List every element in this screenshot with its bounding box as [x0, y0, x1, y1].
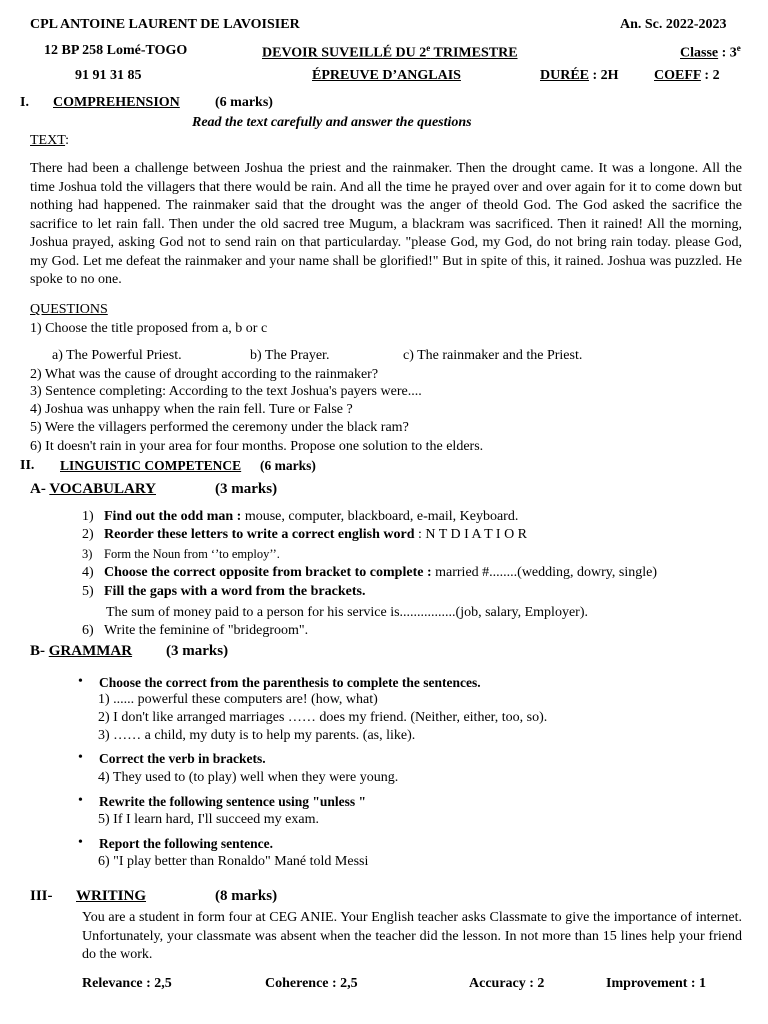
criteria-improvement: Improvement : 1	[606, 976, 707, 991]
bullet-icon: •	[78, 750, 83, 765]
classe-info: Classe : 3e	[680, 43, 741, 61]
vocab-4: Choose the correct opposite from bracket to complete : married #........(wedding, dowry, single)	[104, 565, 657, 580]
vocab-5-number: 5)	[82, 584, 94, 599]
grammar-5: 5) If I learn hard, I'll succeed my exam.	[98, 812, 319, 827]
criteria-coherence: Coherence : 2,5	[265, 976, 358, 991]
grammar-2: 2) I don't like arranged marriages …… does my friend. (Neither, either, too, so).	[98, 710, 548, 725]
coeff-info: COEFF : 2	[654, 68, 720, 83]
question-1: 1) Choose the title proposed from a, b or c	[30, 321, 268, 336]
vocab-5: Fill the gaps with a word from the brackets.	[104, 584, 366, 599]
question-5: 5) Were the villagers performed the ceremony under the black ram?	[30, 420, 409, 435]
vocab-2: Reorder these letters to write a correct english word : N T D I A T I O R	[104, 527, 528, 542]
school-phone: 91 91 31 85	[75, 68, 142, 83]
vocab-1-number: 1)	[82, 509, 94, 524]
section2-marks: (6 marks)	[260, 458, 316, 473]
vocab-4-number: 4)	[82, 565, 94, 580]
vocab-2-number: 2)	[82, 527, 94, 542]
grammar-heading: B- GRAMMAR	[30, 643, 133, 659]
option-a: a) The Powerful Priest.	[52, 348, 182, 363]
question-6: 6) It doesn't rain in your area for four months. Propose one solution to the elders.	[30, 439, 484, 454]
grammar-instruction-4: Report the following sentence.	[99, 836, 273, 851]
devoir-title: DEVOIR SUVEILLÉ DU 2e TRIMESTRE	[262, 43, 518, 61]
section3-marks: (8 marks)	[215, 888, 278, 904]
question-4: 4) Joshua was unhappy when the rain fell. Ture or False ?	[30, 402, 353, 417]
school-year: An. Sc. 2022-2023	[620, 17, 727, 32]
grammar-marks: (3 marks)	[166, 643, 229, 659]
criteria-relevance: Relevance : 2,5	[82, 976, 172, 991]
section3-number: III-	[30, 888, 53, 904]
bullet-icon: •	[78, 674, 83, 689]
bullet-icon: •	[78, 793, 83, 808]
vocab-5-sentence: The sum of money paid to a person for his service is................(job, salary, Employer).	[106, 605, 588, 620]
vocab-3: Form the Noun from ‘’to employ’’.	[104, 547, 280, 561]
writing-prompt: You are a student in form four at CEG ANIE. Your English teacher asks Classmate to give the importance of internet. Unfortunately, your classmate was absent when the teacher did the lesson. In not more than 15 lines help your friend do the work.	[82, 910, 742, 962]
vocab-1: Find out the odd man : mouse, computer, blackboard, e-mail, Keyboard.	[104, 509, 519, 524]
reading-passage: There had been a challenge between Joshua the priest and the rainmaker. Then the drought came. It was a longone. All the time Joshua told the villagers that there would be rain. And all the time he prayed over and over again for it to come down but nothing had happened. The rainmaker said that the drought was the anger of theold God. The God asked the sacrifice the sacrifice to let rain fall. Then under the old sacred tree Mugum, a blackram was sacrificed. Then it rained! All the morning, Joshua prayed, asking God not to send rain on that particularday. "please God, my God, do not bring rain today. please God, my God. Let me defeat the rainmaker and your name shall be glorified!" But in spite of this, it rained. Joshua was puzzled. He spoke to no one.	[30, 161, 742, 287]
section2-title: LINGUISTIC COMPETENCE	[60, 458, 242, 473]
questions-label: QUESTIONS	[30, 302, 108, 317]
grammar-6: 6) "I play better than Ronaldo" Mané told Messi	[98, 854, 369, 869]
grammar-instruction-3: Rewrite the following sentence using "unless "	[99, 794, 366, 809]
option-c: c) The rainmaker and the Priest.	[403, 348, 583, 363]
grammar-instruction-2: Correct the verb in brackets.	[99, 751, 266, 766]
duree-info: DURÉE : 2H	[540, 68, 619, 83]
option-b: b) The Prayer.	[250, 348, 330, 363]
school-name: CPL ANTOINE LAURENT DE LAVOISIER	[30, 17, 300, 32]
grammar-instruction-1: Choose the correct from the parenthesis to complete the sentences.	[99, 675, 481, 690]
grammar-4: 4) They used to (to play) well when they were young.	[98, 770, 399, 785]
question-2: 2) What was the cause of drought according to the rainmaker?	[30, 367, 379, 382]
criteria-accuracy: Accuracy : 2	[469, 976, 545, 991]
section2-number: II.	[20, 458, 35, 473]
section3-title: WRITING	[76, 888, 147, 904]
grammar-3: 3) …… a child, my duty is to help my parents. (as, like).	[98, 728, 416, 743]
section1-title: COMPREHENSION	[53, 95, 180, 110]
text-label: TEXT:	[30, 133, 69, 148]
vocab-6: Write the feminine of "bridegroom".	[104, 623, 309, 638]
school-address: 12 BP 258 Lomé-TOGO	[44, 43, 188, 58]
question-3: 3) Sentence completing: According to the text Joshua's payers were....	[30, 384, 422, 399]
grammar-1: 1) ...... powerful these computers are! (how, what)	[98, 692, 378, 707]
epreuve-title: ÉPREUVE D’ANGLAIS	[312, 68, 461, 83]
bullet-icon: •	[78, 835, 83, 850]
vocab-marks: (3 marks)	[215, 481, 278, 497]
section1-number: I.	[20, 95, 29, 110]
vocab-6-number: 6)	[82, 623, 94, 638]
vocab-3-number: 3)	[82, 547, 93, 561]
section1-instruction: Read the text carefully and answer the questions	[192, 115, 472, 130]
vocab-heading: A- VOCABULARY	[30, 481, 156, 497]
section1-marks: (6 marks)	[215, 95, 273, 110]
